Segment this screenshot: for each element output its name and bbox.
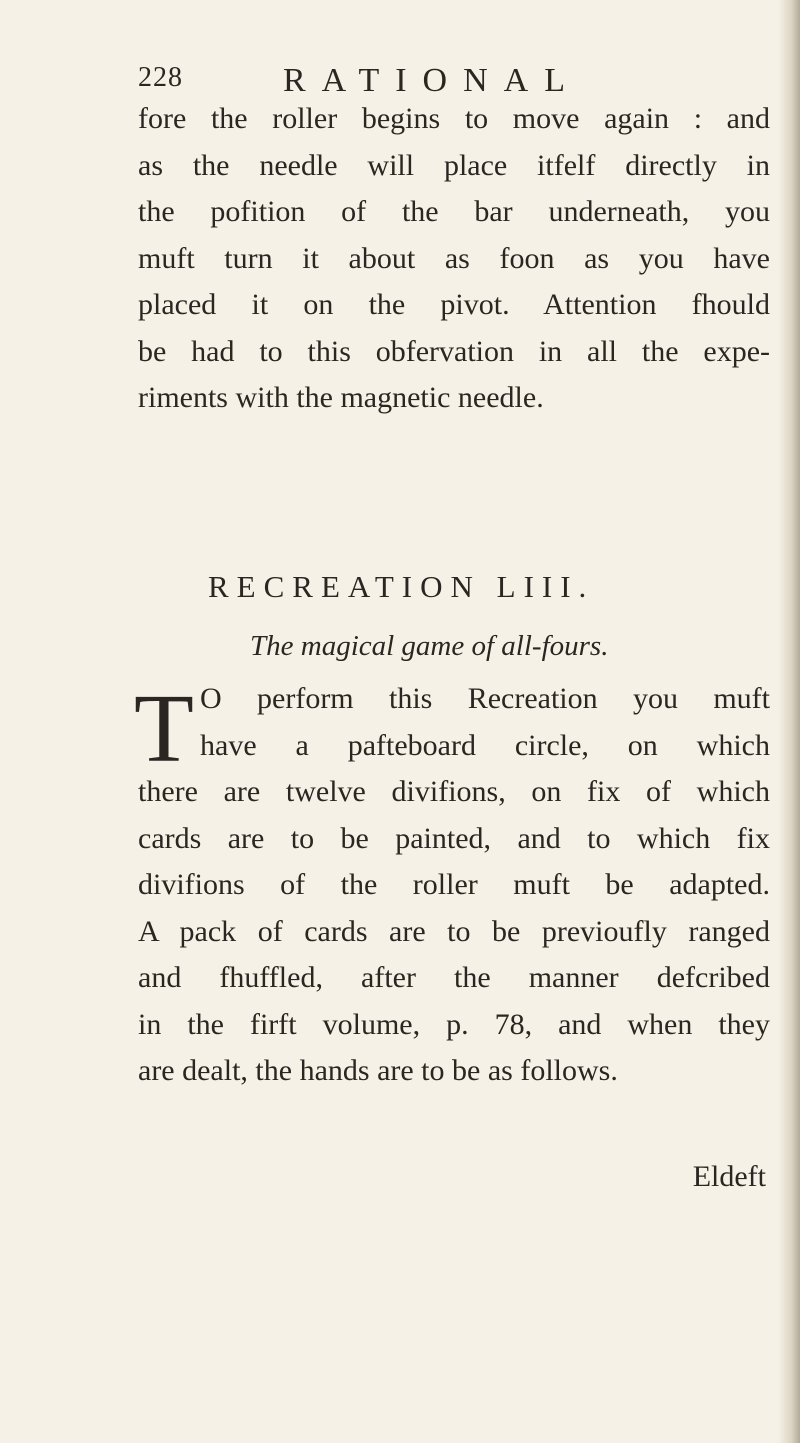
text-line: fore the roller begins to move again : and (138, 102, 770, 135)
text-line: and fhuffled, after the manner defcribed (138, 961, 770, 994)
section-subtitle: The magical game of all-fours. (250, 630, 609, 662)
page-number: 228 (138, 62, 183, 93)
text-line: muft turn it about as foon as you have (138, 241, 770, 275)
text-line: divifions of the roller muft be adapted. (138, 868, 770, 901)
text-line: riments with the magnetic needle. (138, 381, 544, 414)
paragraph-1 (138, 96, 770, 422)
running-title: RATIONAL (283, 62, 581, 99)
paragraph-2 (138, 676, 770, 1095)
text-line: cards are to be painted, and to which fix (138, 821, 770, 855)
text-line: as the needle will place itfelf directly in (138, 148, 770, 182)
catchword: Eldeft (692, 1160, 766, 1193)
text-line: have a pafteboard circle, on which (200, 728, 770, 762)
text-line: in the firft volume, p. 78, and when they (138, 1007, 770, 1041)
text-line: A pack of cards are to be previoufly ranged (138, 914, 770, 948)
text-line: O perform this Recreation you muft (200, 682, 770, 715)
drop-cap: T (134, 675, 194, 783)
text-line: are dealt, the hands are to be as follows. (138, 1054, 618, 1087)
text-line: there are twelve divifions, on fix of which (138, 775, 770, 808)
page-edge-shadow (778, 0, 800, 1443)
text-line: placed it on the pivot. Attention fhould (138, 288, 770, 321)
text-line: the pofition of the bar underneath, you (138, 195, 770, 228)
text-line: be had to this obfervation in all the expe- (138, 334, 770, 368)
section-title: RECREATION LIII. (208, 569, 595, 604)
